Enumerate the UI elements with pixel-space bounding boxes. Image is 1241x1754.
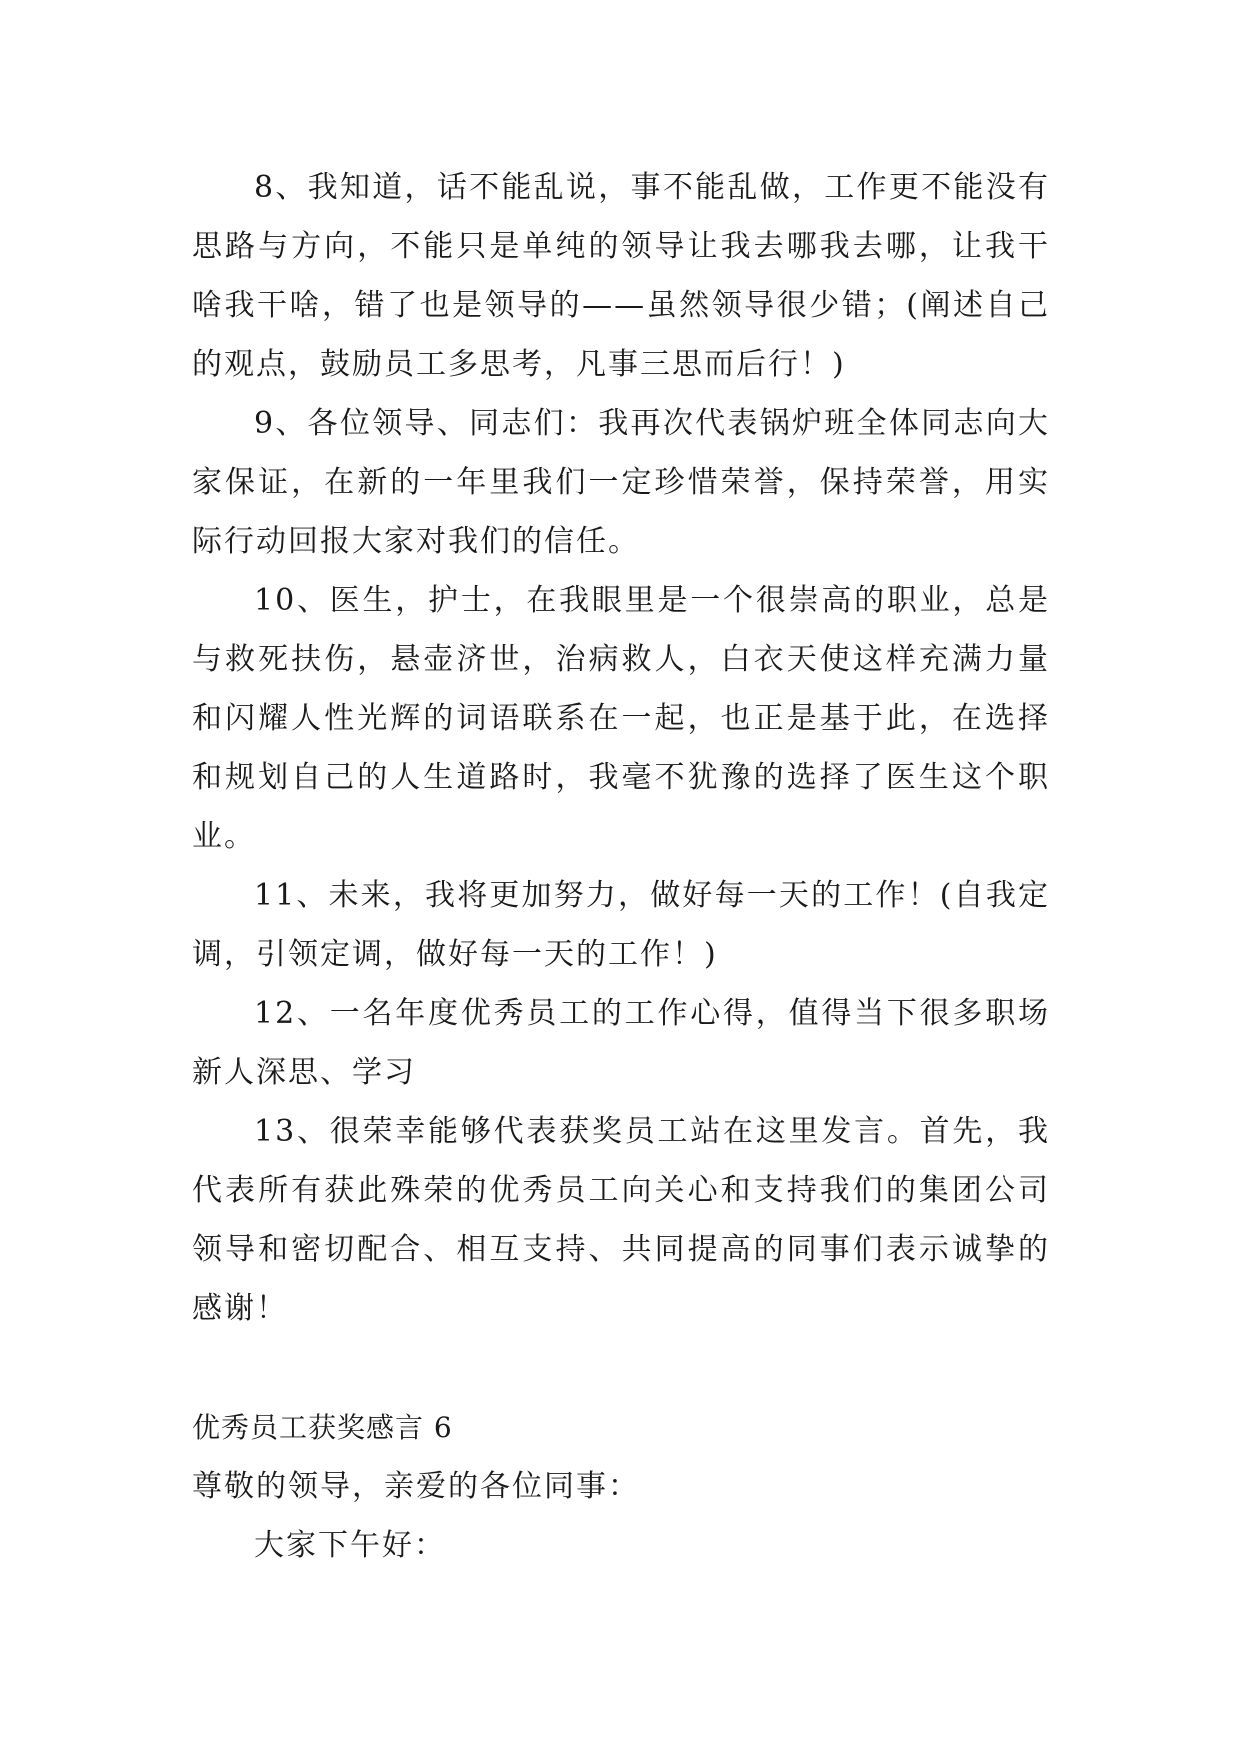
paragraph-12: 12、一名年度优秀员工的工作心得，值得当下很多职场新人深思、学习: [192, 996, 1050, 1090]
greeting: 大家下午好：: [254, 1528, 446, 1563]
paragraph-11: 11、未来，我将更加努力，做好每一天的工作！(自我定调，引领定调，做好每一天的工作！): [192, 878, 1050, 972]
paragraph-9: 9、各位领导、同志们：我再次代表锅炉班全体同志向大家保证，在新的一年里我们一定珍惜荣誉，保持荣誉，用实际行动回报大家对我们的信任。: [192, 406, 1050, 559]
section-heading: 优秀员工获奖感言 6: [192, 1411, 453, 1444]
salutation: 尊敬的领导，亲爱的各位同事：: [192, 1469, 640, 1504]
section-spacer: [192, 1338, 1050, 1398]
paragraph-8: 8、我知道，话不能乱说，事不能乱做，工作更不能没有思路与方向，不能只是单纯的领导让我去哪我去哪，让我干啥我干啥，错了也是领导的——虽然领导很少错；(阐述自己的观点，鼓励员工多思考，凡事三思而后行！): [192, 170, 1050, 382]
paragraph-13: 13、很荣幸能够代表获奖员工站在这里发言。首先，我代表所有获此殊荣的优秀员工向关心和支持我们的集团公司领导和密切配合、相互支持、共同提高的同事们表示诚挚的感谢！: [192, 1114, 1050, 1326]
document-page: [192, 158, 1050, 1575]
paragraph-10: 10、医生，护士，在我眼里是一个很崇高的职业，总是与救死扶伤，悬壶济世，治病救人，白衣天使这样充满力量和闪耀人性光辉的词语联系在一起，也正是基于此，在选择和规划自己的人生道路时，我毫不犹豫的选择了医生这个职业。: [192, 583, 1050, 854]
